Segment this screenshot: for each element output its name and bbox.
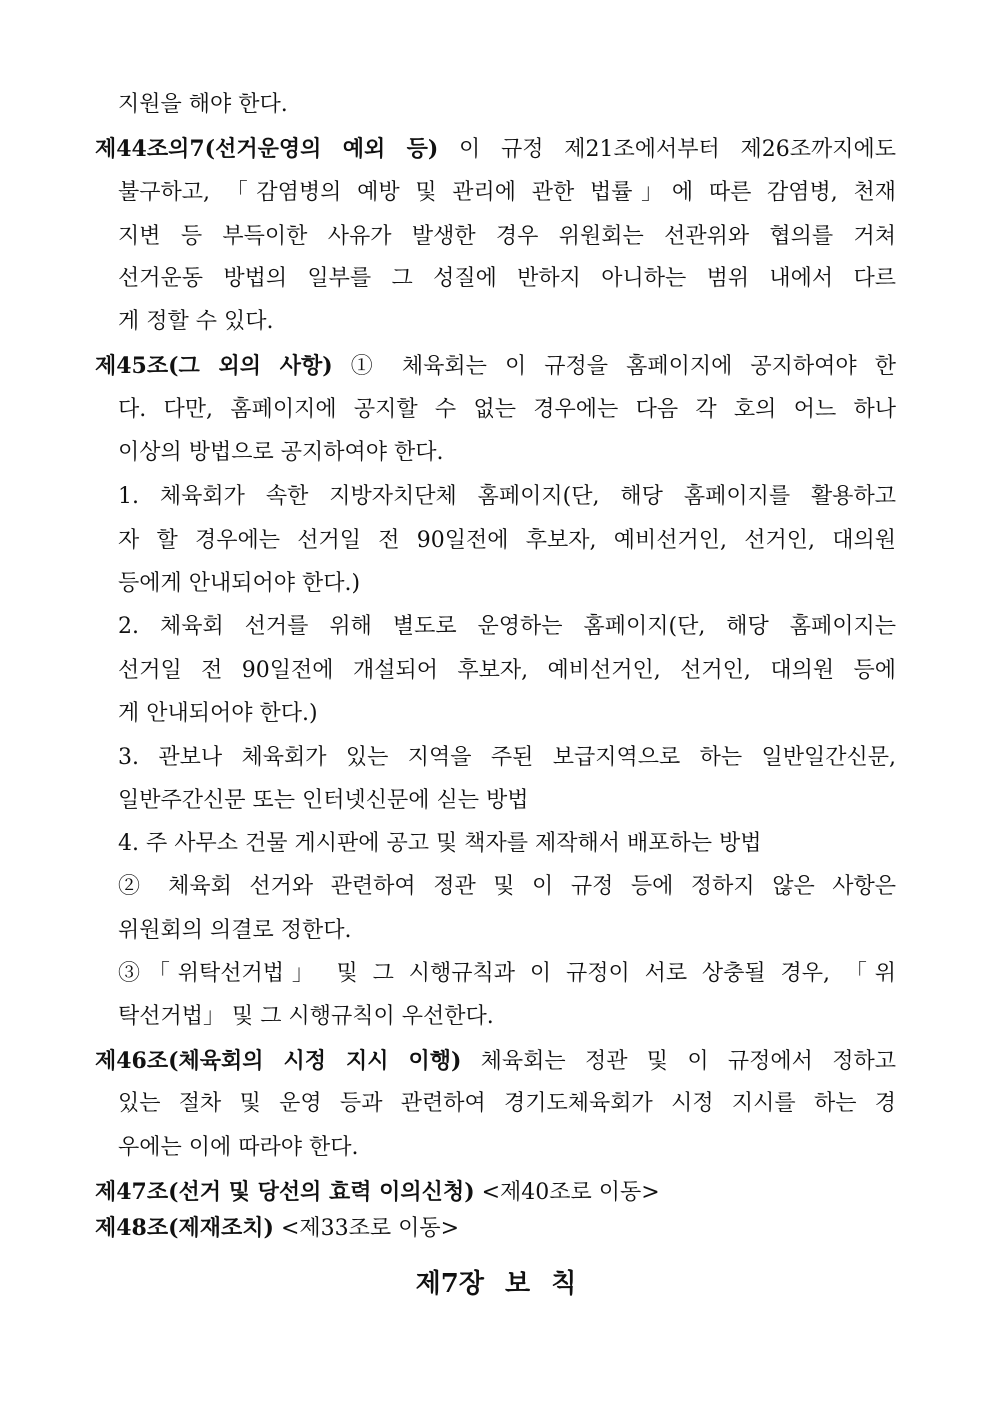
article-44-7-heading: 제44조의7(선거운영의 예외 등) (95, 136, 439, 162)
article-44-7-line-4: 선거운동 방법의 일부를 그 성질에 반하지 아니하는 범위 내에서 다르 (118, 266, 896, 291)
article-48-heading: 제48조(제재조치) (95, 1215, 274, 1241)
article-44-7-line-1 (95, 134, 896, 165)
article-45-line-1 (95, 351, 896, 382)
article-47-heading: 제47조(선거 및 당선의 효력 이의신청) (95, 1179, 475, 1205)
article-48-line (95, 1213, 459, 1244)
item-1-line-3: 등에게 안내되어야 한다.) (118, 571, 361, 596)
item-3-line-1: 3. 관보나 체육회가 있는 지역을 주된 보급지역으로 하는 일반일간신문, (118, 745, 896, 770)
article-47-note: <제40조로 이동> (474, 1180, 660, 1205)
article-46-heading: 제46조(체육회의 시정 지시 이행) (95, 1048, 462, 1074)
article-46-line-2: 있는 절차 및 운영 등과 관련하여 경기도체육회가 시정 지시를 하는 경 (118, 1091, 896, 1116)
article-45-line-2: 다. 다만, 홈페이지에 공지할 수 없는 경우에는 다음 각 호의 어느 하나 (118, 397, 896, 422)
article-45-text: ① 체육회는 이 규정을 홈페이지에 공지하여야 한 (332, 354, 896, 379)
article-47-line (95, 1177, 660, 1208)
article-45-heading: 제45조(그 외의 사항) (95, 353, 333, 379)
article-44-7-line-2: 불구하고, 「감염병의 예방 및 관리에 관한 법률」에 따른 감염병, 천재 (118, 180, 896, 205)
paragraph-3-line-2: 탁선거법」 및 그 시행규칙이 우선한다. (118, 1004, 494, 1029)
item-4-line-1: 4. 주 사무소 건물 게시판에 공고 및 책자를 제작해서 배포하는 방법 (118, 831, 762, 856)
article-44-7-text: 이 규정 제21조에서부터 제26조까지에도 (438, 137, 896, 162)
article-46-line-1 (95, 1046, 896, 1077)
article-44-7-line-3: 지변 등 부득이한 사유가 발생한 경우 위원회는 선관위와 협의를 거쳐 (118, 224, 896, 249)
item-2-line-2: 선거일 전 90일전에 개설되어 후보자, 예비선거인, 선거인, 대의원 등에 (118, 658, 896, 683)
article-45-line-3: 이상의 방법으로 공지하여야 한다. (118, 440, 444, 465)
article-48-note: <제33조로 이동> (273, 1216, 460, 1241)
paragraph-2-line-1: ② 체육회 선거와 관련하여 정관 및 이 규정 등에 정하지 않은 사항은 (118, 874, 896, 899)
item-3-line-2: 일반주간신문 또는 인터넷신문에 싣는 방법 (118, 788, 529, 813)
item-2-line-3: 게 안내되어야 한다.) (118, 701, 318, 726)
paragraph-2-line-2: 위원회의 의결로 정한다. (118, 918, 352, 943)
item-1-line-2: 자 할 경우에는 선거일 전 90일전에 후보자, 예비선거인, 선거인, 대의원 (118, 528, 896, 553)
item-2-line-1: 2. 체육회 선거를 위해 별도로 운영하는 홈페이지(단, 해당 홈페이지는 (118, 614, 896, 639)
article-46-text: 체육회는 정관 및 이 규정에서 정하고 (461, 1049, 896, 1074)
continuation-line: 지원을 해야 한다. (118, 92, 288, 117)
article-44-7-line-5: 게 정할 수 있다. (118, 309, 274, 334)
paragraph-3-line-1: ③「위탁선거법」 및 그 시행규칙과 이 규정이 서로 상충될 경우, 「위 (118, 961, 896, 986)
chapter-heading: 제7장 보 칙 (415, 1269, 577, 1299)
article-46-line-3: 우에는 이에 따라야 한다. (118, 1135, 359, 1160)
item-1-line-1: 1. 체육회가 속한 지방자치단체 홈페이지(단, 해당 홈페이지를 활용하고 (118, 484, 896, 509)
